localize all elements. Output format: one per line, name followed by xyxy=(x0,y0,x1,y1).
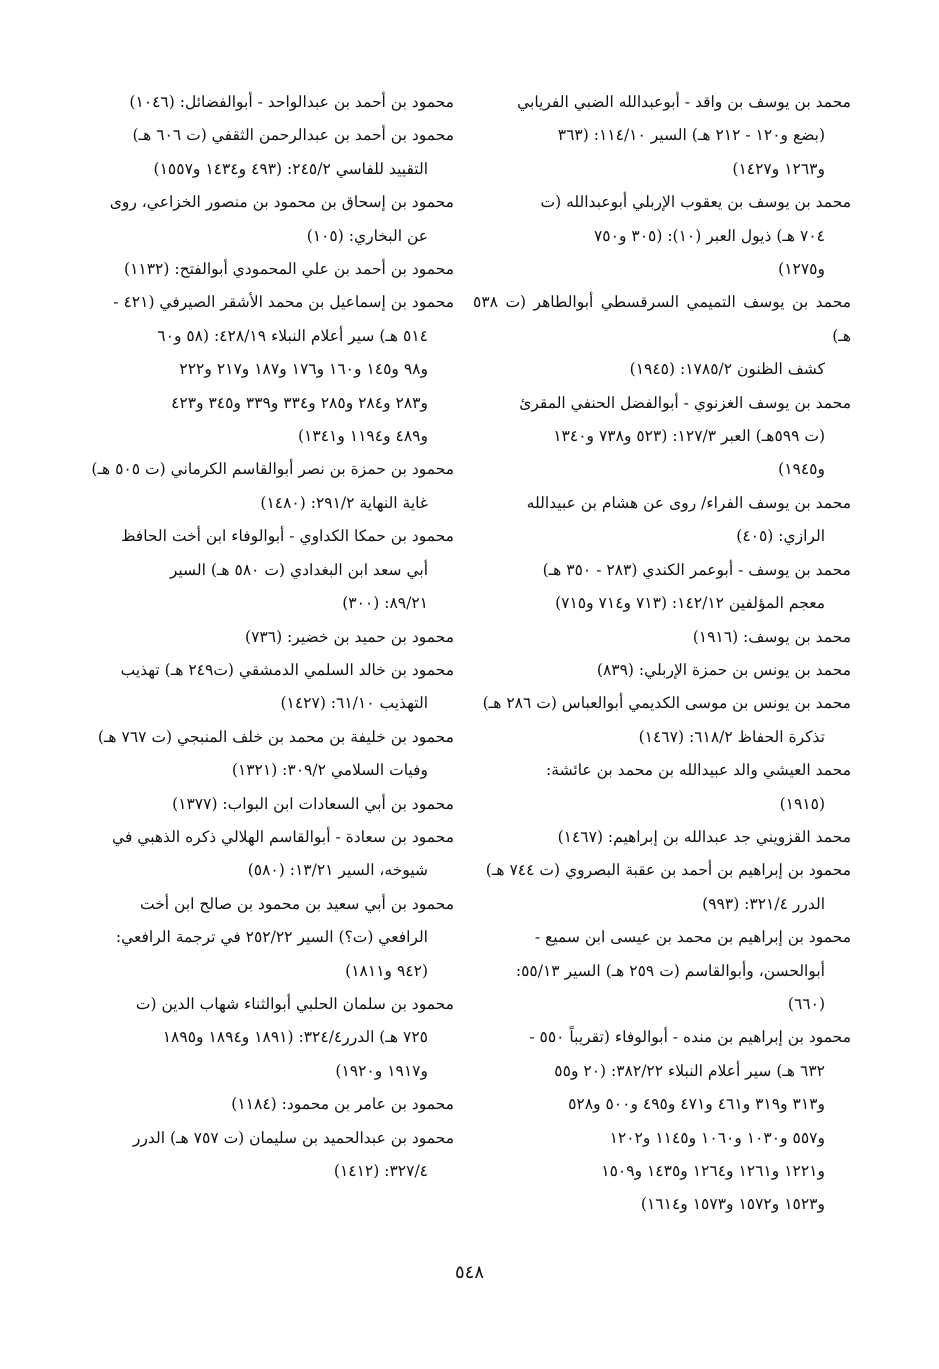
entry-heading-line: محمود بن عبدالحميد بن سليمان (ت ٧٥٧ هـ) الدرر xyxy=(132,1128,454,1147)
entry-heading-line: محمد القزويني جد عبدالله بن إبراهيم: (١٤٦٧) xyxy=(557,827,851,846)
entry-heading-line: محمود بن سلمان الحلبي أبوالثناء شهاب الدين (ت xyxy=(135,994,454,1013)
index-entry xyxy=(76,888,454,988)
entry-heading-line: محمود بن خالد السلمي الدمشقي (ت٢٤٩ هـ) تهذيب xyxy=(120,660,454,679)
index-entry xyxy=(76,1122,454,1189)
index-entry xyxy=(76,86,454,119)
index-entry xyxy=(473,821,851,854)
entry-continuation-line: تذكرة الحفاظ ٦١٨/٢: (١٤٦٧) xyxy=(638,727,825,746)
entry-heading-line: محمد بن يوسف التميمي السرقسطي أبوالطاهر (ت ٥٣٨ هـ) xyxy=(473,293,851,345)
entry-heading-line: محمد العيشي والد عبيدالله بن محمد بن عائشة: xyxy=(546,761,851,780)
entry-heading-line: محمد بن يوسف بن واقد - أبوعبدالله الضبي الفريابي xyxy=(517,93,851,111)
entry-heading-line: محمود بن أبي سعيد بن محمود بن صالح ابن أخت xyxy=(140,894,454,913)
index-entry xyxy=(76,654,454,721)
index-entry xyxy=(76,453,454,520)
entry-continuation-line: و١٩٤٥) xyxy=(778,460,825,479)
entry-heading-line: محمد بن يونس بن موسى الكديمي أبوالعباس (ت ٢٨٦ هـ) xyxy=(482,694,851,713)
entry-heading-line: محمد بن يوسف الغزنوي - أبوالفضل الحنفي المقرئ xyxy=(519,393,851,412)
entry-heading-line: محمود بن حمكا الكداوي - أبوالوفاء ابن أخت الحافظ xyxy=(121,527,454,546)
index-entry xyxy=(76,721,454,788)
entry-continuation-line: أبوالحسن، وأبوالقاسم (ت ٢٥٩ هـ) السير ٥٥/١٣: xyxy=(515,961,825,980)
entry-continuation-line: الرافعي (ت؟) السير ٢٥٢/٢٢ في ترجمة الرافعي: xyxy=(115,928,428,947)
entry-continuation-line: و١٢٧٥) xyxy=(778,260,825,279)
entry-continuation-line: (بضع و١٢٠ - ٢١٢ هـ) السير ١١٤/١٠: (٣٦٣ xyxy=(557,126,825,145)
index-entry xyxy=(473,621,851,654)
index-entry xyxy=(473,754,851,821)
index-entry xyxy=(473,86,851,186)
entry-continuation-line: أبي سعد ابن البغدادي (ت ٥٨٠ هـ) السير xyxy=(169,560,428,579)
entry-continuation-line: و٣١٣ و٣١٩ و٤٦١ و٤٧١ و٤٩٥ و٥٠٠ و٥٢٨ xyxy=(568,1095,825,1114)
entry-heading-line: محمود بن إسماعيل بن محمد الأشقر الصيرفي (٤٢١ - xyxy=(113,293,454,312)
entry-continuation-line: و٩٨ و١٤٥ و١٦٠ و١٧٦ و١٨٧ و٢١٧ و٢٢٢ xyxy=(179,360,428,379)
index-entry xyxy=(76,788,454,821)
entry-continuation-line: (ت ٥٩٩هـ) العبر ١٢٧/٣: (٥٢٣ و٧٣٨ و١٣٤٠ xyxy=(553,427,825,446)
index-entry xyxy=(473,286,851,386)
entry-continuation-line: غاية النهاية ٢٩١/٢: (١٤٨٠) xyxy=(260,493,428,512)
entry-continuation-line: (٦٦٠) xyxy=(787,994,825,1013)
index-entry xyxy=(473,854,851,921)
page-number: ٥٤٨ xyxy=(454,1262,484,1283)
entry-continuation-line: شيوخه، السير ١٣/٢١: (٥٨٠) xyxy=(247,861,428,880)
entry-continuation-line: ٥١٤ هـ) سير أعلام النبلاء ٤٢٨/١٩: (٥٨ و٦٠ xyxy=(157,326,428,345)
index-entry xyxy=(473,186,851,286)
entry-heading-line: محمد بن يوسف - أبوعمر الكندي (٢٨٣ - ٣٥٠ هـ) xyxy=(542,560,851,579)
left-column xyxy=(76,86,454,1188)
entry-continuation-line: وفيات السلامي ٣٠٩/٢: (١٣٢١) xyxy=(231,761,428,780)
entry-continuation-line: و١٥٢٣ و١٥٧٢ و١٥٧٣ و١٦١٤) xyxy=(640,1195,825,1214)
entry-continuation-line: معجم المؤلفين ١٤٢/١٢: (٧١٣ و٧١٤ و٧١٥) xyxy=(555,594,825,613)
entry-continuation-line: و٥٥٧ و١٠٣٠ و١٠٦٠ و١١٤٥ و١٢٠٢ xyxy=(609,1128,825,1147)
entry-heading-line: محمود بن حميد بن خضير: (٧٣٦) xyxy=(245,627,454,646)
index-entry xyxy=(473,687,851,754)
right-column xyxy=(473,86,851,1222)
entry-continuation-line: ٦٣٢ هـ) سير أعلام النبلاء ٣٨٢/٢٢: (٢٠ و٥٥ xyxy=(554,1061,825,1080)
entry-continuation-line: (١٩١٥) xyxy=(779,794,825,813)
index-entry xyxy=(76,621,454,654)
index-entry xyxy=(76,821,454,888)
entry-continuation-line: كشف الظنون ١٧٨٥/٢: (١٩٤٥) xyxy=(629,360,825,379)
entry-continuation-line: ٧٢٥ هـ) الدرر٣٢٤/٤: (١٨٩١ و١٨٩٤ و١٨٩٥ xyxy=(162,1028,428,1047)
index-entry xyxy=(76,253,454,286)
entry-continuation-line: (٩٤٢ و١٨١١) xyxy=(345,961,428,980)
entry-continuation-line: و١٩١٧ و١٩٢٠) xyxy=(335,1061,428,1080)
entry-heading-line: محمود بن أحمد بن علي المحمودي أبوالفتح: (١١٣٢) xyxy=(124,260,454,279)
index-entry xyxy=(76,1088,454,1121)
entry-continuation-line: و١٢٦٣ و١٤٢٧) xyxy=(732,159,825,178)
index-entry xyxy=(473,554,851,621)
entry-heading-line: محمود بن إبراهيم بن أحمد بن عقبة البصروي (ت ٧٤٤ هـ) xyxy=(485,861,851,880)
entry-heading-line: محمود بن خليفة بن محمد بن خلف المنبجي (ت ٧٦٧ هـ) xyxy=(97,727,454,746)
entry-heading-line: محمود بن إبراهيم بن محمد بن عيسى ابن سميع - xyxy=(534,928,851,947)
entry-heading-line: محمد بن يونس بن حمزة الإربلي: (٨٣٩) xyxy=(596,660,851,679)
entry-continuation-line: عن البخاري: (١٠٥) xyxy=(306,226,428,245)
index-entry xyxy=(76,520,454,620)
entry-continuation-line: الرازي: (٤٠٥) xyxy=(736,527,825,546)
entry-heading-line: محمد بن يوسف الفراء/ روى عن هشام بن عبيدالله xyxy=(526,493,851,512)
entry-heading-line: محمود بن إسحاق بن محمود بن منصور الخزاعي، روى xyxy=(109,193,454,212)
entry-continuation-line: و١٢٢١ و١٢٦١ و١٢٦٤ و١٤٣٥ و١٥٠٩ xyxy=(601,1162,825,1180)
entry-continuation-line: ٣٢٧/٤: (١٤١٢) xyxy=(333,1162,428,1180)
entry-heading-line: محمود بن سعادة - أبوالقاسم الهلالي ذكره الذهبي في xyxy=(112,827,454,846)
index-entry xyxy=(76,186,454,253)
entry-heading-line: محمود بن حمزة بن نصر أبوالقاسم الكرماني (ت ٥٠٥ هـ) xyxy=(91,460,454,479)
entry-heading-line: محمد بن يوسف بن يعقوب الإربلي أبوعبدالله (ت xyxy=(540,193,851,212)
index-entry xyxy=(473,1021,851,1221)
entry-continuation-line: التقييد للفاسي ٢٤٥/٢: (٤٩٣ و١٤٣٤ و١٥٥٧) xyxy=(153,159,428,178)
entry-heading-line: محمد بن يوسف: (١٩١٦) xyxy=(692,627,851,646)
entry-continuation-line: التهذيب ٦١/١٠: (١٤٢٧) xyxy=(280,694,428,713)
entry-heading-line: محمود بن عامر بن محمود: (١١٨٤) xyxy=(231,1095,454,1114)
entry-continuation-line: الدرر ٣٢١/٤: (٩٩٣) xyxy=(702,894,825,913)
index-entry xyxy=(76,988,454,1088)
entry-heading-line: محمود بن أبي السعادات ابن البواب: (١٣٧٧) xyxy=(172,794,454,813)
entry-heading-line: محمود بن إبراهيم بن منده - أبوالوفاء (تقريباً ٥٥٠ - xyxy=(529,1028,851,1047)
entry-heading-line: محمود بن أحمد بن عبدالواحد - أبوالفضائل: (١٠٤٦) xyxy=(129,93,454,111)
index-entry xyxy=(473,921,851,1021)
index-entry xyxy=(76,286,454,453)
entry-continuation-line: و٤٨٩ و١١٩٤ و١٣٤١) xyxy=(297,427,428,446)
entry-continuation-line: ٨٩/٢١: (٣٠٠) xyxy=(342,594,428,613)
index-entry xyxy=(473,487,851,554)
entry-continuation-line: ٧٠٤ هـ) ذيول العبر (١٠): (٣٠٥ و٧٥٠ xyxy=(593,226,825,245)
index-entry xyxy=(473,654,851,687)
index-entry xyxy=(76,119,454,186)
entry-heading-line: محمود بن أحمد بن عبدالرحمن الثقفي (ت ٦٠٦ هـ) xyxy=(132,126,454,145)
index-entry xyxy=(473,387,851,487)
entry-continuation-line: و٢٨٣ و٢٨٤ و٢٨٥ و٣٣٤ و٣٣٩ و٣٤٥ و٤٢٣ xyxy=(171,393,428,412)
